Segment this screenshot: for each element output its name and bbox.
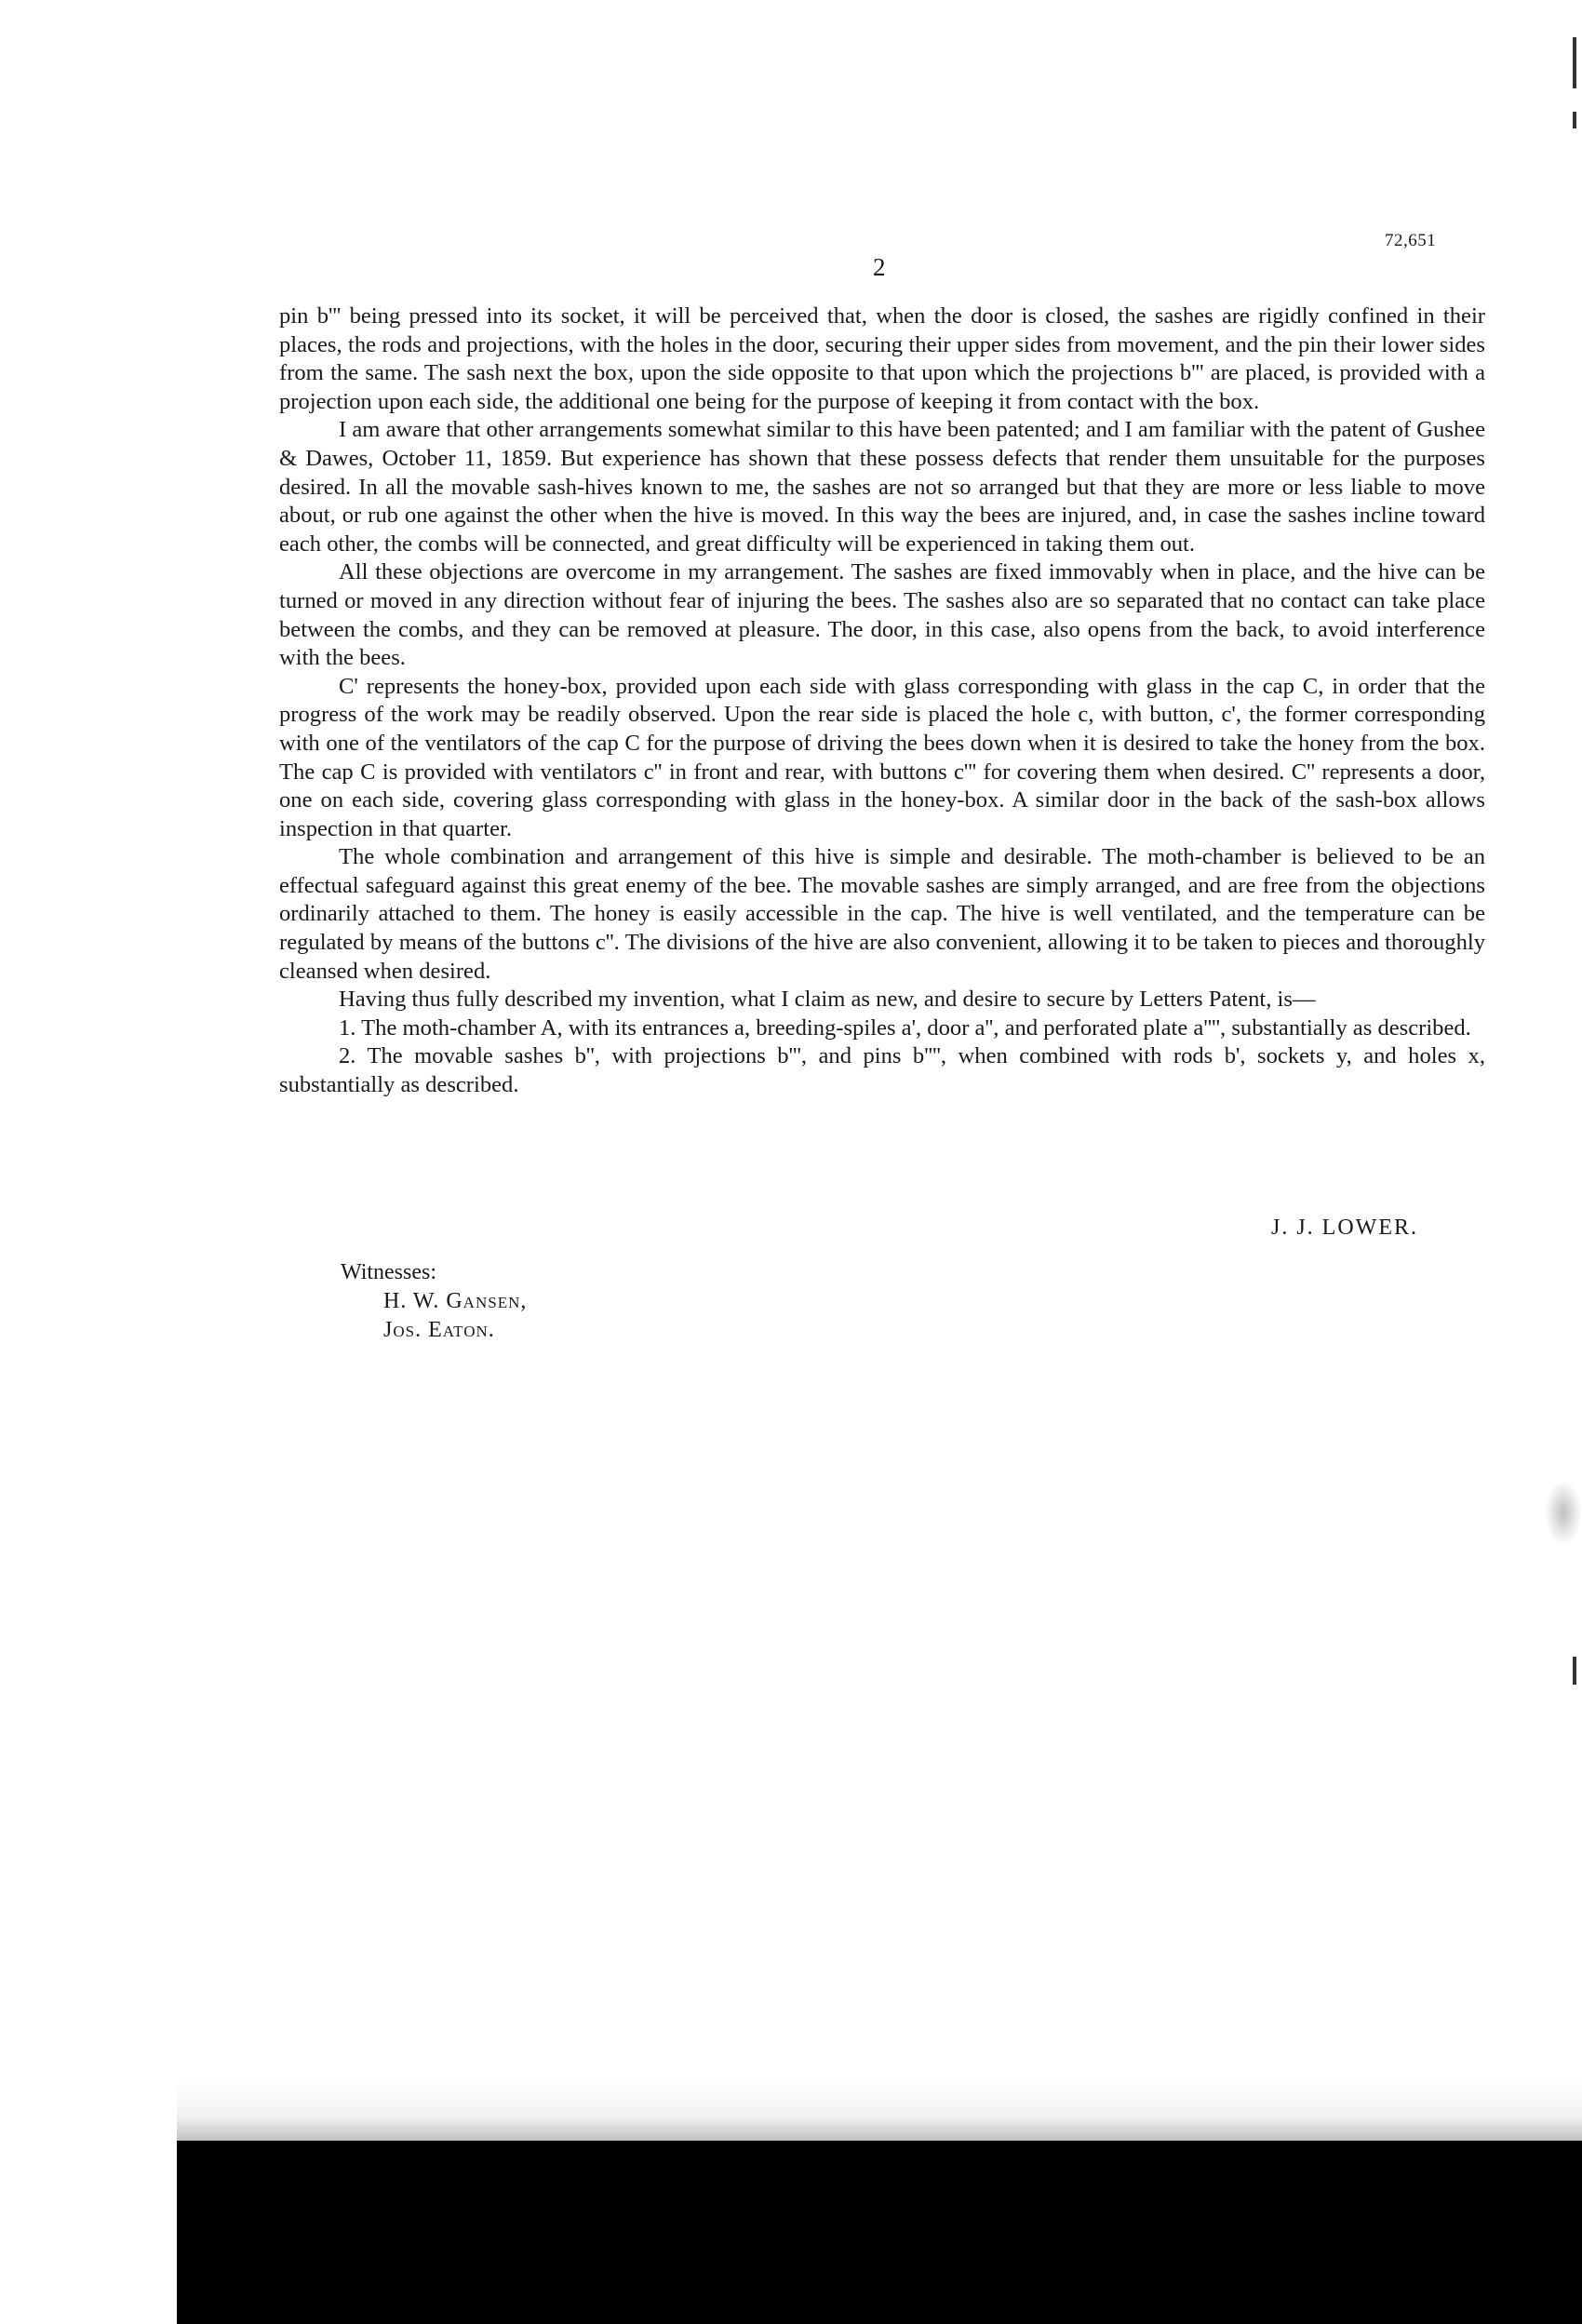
scan-edge-smudge: [1545, 1480, 1582, 1545]
witness-name: H. W. Gansen,: [383, 1289, 528, 1313]
scan-margin-mark: [1573, 112, 1576, 128]
scan-margin-mark: [1573, 37, 1576, 88]
scan-noise-band: [177, 2081, 1582, 2141]
patent-number: 72,651: [1385, 231, 1437, 250]
paragraph-summary: The whole combination and arrangement of this hive is simple and desirable. The moth-chamber is believed to be an effectual safeguard against this great enemy of the bee. The movable sashes are simply arranged, and are free from the objections ordinarily attached to them. The honey is easily accessible in the cap. The hive is well ventilated, and the temperature can be regulated by means of the buttons c''. The divisions of the hive are also convenient, allowing it to be taken to pieces and thoroughly cleansed when desired.: [279, 844, 1485, 984]
inventor-signature: J. J. LOWER.: [1271, 1216, 1418, 1240]
page-number: 2: [873, 253, 886, 281]
witness-name: Jos. Eaton.: [383, 1318, 495, 1342]
paragraph-prior-art: I am aware that other arrangements somewhat similar to this have been patented; and I am familiar with the patent of Gushee & Dawes, October 11, 1859. But experience has shown that these possess defects that render them unsuitable for the purposes desired. In all the movable sash-hives known to me, the sashes are not so arranged but that they are more or less liable to move about, or rub one against the other when the hive is moved. In this way the bees are injured, and, in case the sashes incline toward each other, the combs will be connected, and great difficulty will be experienced in taking them out.: [279, 417, 1485, 557]
claim-2: 2. The movable sashes b'', with projections b''', and pins b'''', when combined with rods b', sockets y, and holes x, substantially as described.: [279, 1043, 1485, 1098]
witnesses-label: Witnesses:: [341, 1260, 437, 1284]
specification-text: [279, 302, 1485, 1100]
scan-margin-mark: [1573, 1657, 1576, 1685]
paragraph-continuation: pin b''' being pressed into its socket, it will be perceived that, when the door is closed, the sashes are rigidly confined in their places, the rods and projections, with the holes in the door, securing their upper sides from movement, and the pin their lower sides from the same. The sash next the box, upon the side opposite to that upon which the projections b''' are placed, is provided with a projection upon each side, the additional one being for the purpose of keeping it from contact with the box.: [279, 303, 1485, 414]
witnesses-block: [341, 1258, 527, 1345]
claim-1: 1. The moth-chamber A, with its entrances a, breeding-spiles a', door a'', and perforated plate a'''', substantially as described.: [339, 1014, 1471, 1041]
paragraph-objections: All these objections are overcome in my arrangement. The sashes are fixed immovably when in place, and the hive can be turned or moved in any direction without fear of injuring the bees. The sashes also are so separated that no contact can take place between the combs, and they can be removed at pleasure. The door, in this case, also opens from the back, to avoid interference with the bees.: [279, 559, 1485, 671]
paragraph-claim-intro: Having thus fully described my invention, what I claim as new, and desire to secure by Letters Patent, is—: [339, 987, 1316, 1013]
scan-black-bar: [177, 2141, 1582, 2324]
paragraph-honey-box: C' represents the honey-box, provided upon each side with glass corresponding with glass in the cap C, in order that the progress of the work may be readily observed. Upon the rear side is placed the hole c, with button, c', the former corresponding with one of the ventilators of the cap C for the purpose of driving the bees down when it is desired to take the honey from the box. The cap C is provided with ventilators c'' in front and rear, with buttons c''' for covering them when desired. C'' represents a door, one on each side, covering glass corresponding with glass in the honey-box. A similar door in the back of the sash-box allows inspection in that quarter.: [279, 673, 1485, 841]
